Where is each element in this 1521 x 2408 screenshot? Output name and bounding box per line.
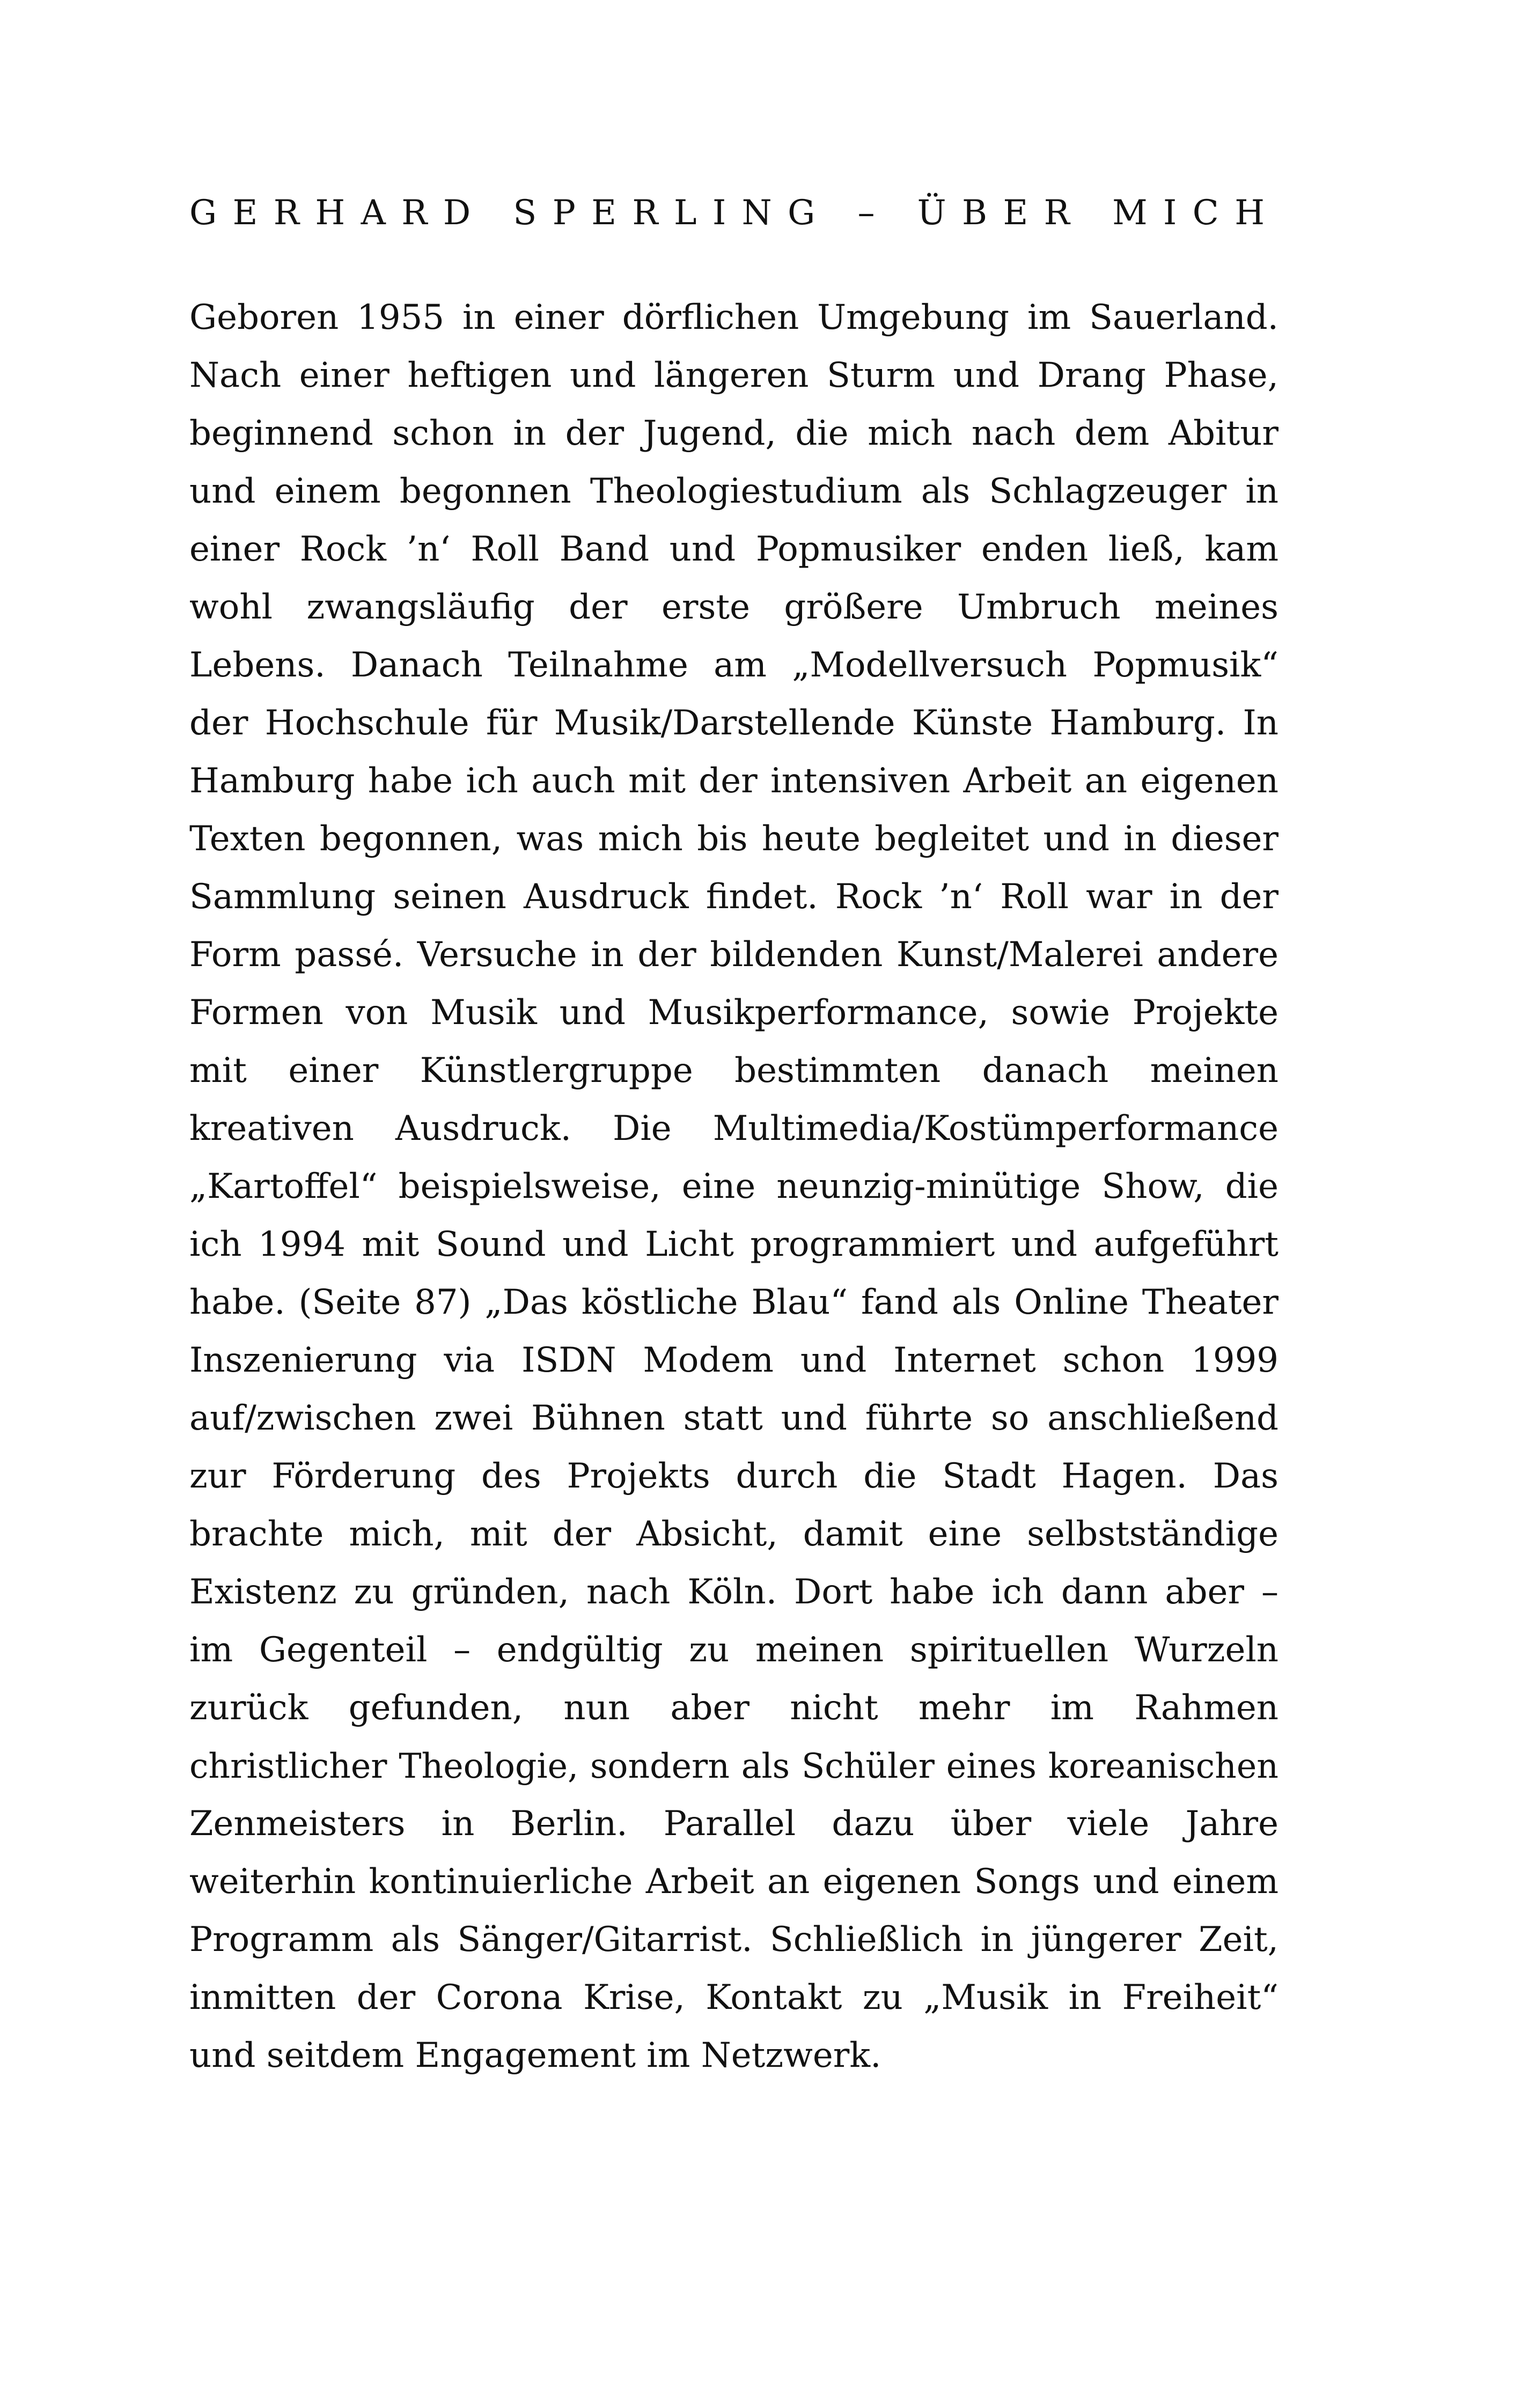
paragraph-line: habe. (Seite 87) „Das köstliche Blau“ fand als Online Theater [189,1283,1278,1322]
paragraph-line: auf/zwischen zwei Bühnen statt und führte so anschließend [189,1398,1278,1438]
paragraph-line: „Kartoffel“ beispielsweise, eine neunzig-minütige Show, die [189,1167,1278,1206]
paragraph-line: Geboren 1955 in einer dörflichen Umgebung im Sauerland. [189,298,1278,337]
paragraph-line: Sammlung seinen Ausdruck findet. Rock ’n‘ Roll war in der [189,877,1278,917]
paragraph-line: einer Rock ’n‘ Roll Band und Popmusiker enden ließ, kam [189,529,1278,569]
paragraph-line: Hamburg habe ich auch mit der intensiven Arbeit an eigenen [189,761,1278,801]
paragraph-line: Existenz zu gründen, nach Köln. Dort habe ich dann aber – [189,1572,1278,1612]
paragraph-line: Zenmeisters in Berlin. Parallel dazu über viele Jahre [189,1804,1278,1844]
paragraph-line: ich 1994 mit Sound und Licht programmiert und aufgeführt [189,1225,1278,1264]
paragraph-line: kreativen Ausdruck. Die Multimedia/Kostümperformance [189,1109,1278,1148]
paragraph-line: zur Förderung des Projekts durch die Stadt Hagen. Das [189,1456,1278,1496]
paragraph-line: inmitten der Corona Krise, Kontakt zu „Musik in Freiheit“ [189,1978,1278,2017]
paragraph-line: im Gegenteil – endgültig zu meinen spirituellen Wurzeln [189,1630,1278,1670]
paragraph-line: brachte mich, mit der Absicht, damit eine selbstständige [189,1514,1278,1554]
page-heading: GERHARD SPERLING – ÜBER MICH [189,193,1281,233]
paragraph-line: Formen von Musik und Musikperformance, sowie Projekte [189,993,1278,1033]
paragraph-line: Inszenierung via ISDN Modem und Internet schon 1999 [189,1341,1278,1380]
paragraph-line: Texten begonnen, was mich bis heute begleitet und in dieser [189,819,1278,859]
paragraph-line: Lebens. Danach Teilnahme am „Modellversuch Popmusik“ [189,645,1278,685]
paragraph-line: Form passé. Versuche in der bildenden Kunst/Malerei andere [189,935,1278,975]
paragraph-line: Programm als Sänger/Gitarrist. Schließlich in jüngerer Zeit, [189,1920,1278,1960]
paragraph-line: beginnend schon in der Jugend, die mich nach dem Abitur [189,414,1278,453]
paragraph-line: zurück gefunden, nun aber nicht mehr im Rahmen [189,1688,1278,1728]
paragraph-line: Nach einer heftigen und längeren Sturm und Drang Phase, [189,356,1278,395]
body-paragraph [189,289,1278,2085]
paragraph-line: der Hochschule für Musik/Darstellende Künste Hamburg. In [189,703,1278,743]
paragraph-line: und seitdem Engagement im Netzwerk. [189,2036,881,2075]
paragraph-line: mit einer Künstlergruppe bestimmten danach meinen [189,1051,1278,1091]
paragraph-line: und einem begonnen Theologiestudium als Schlagzeuger in [189,472,1278,511]
paragraph-line: weiterhin kontinuierliche Arbeit an eigenen Songs und einem [189,1862,1278,1902]
paragraph-line: wohl zwangsläufig der erste größere Umbruch meines [189,587,1278,627]
paragraph-line: christlicher Theologie, sondern als Schüler eines koreanischen [189,1746,1278,1786]
